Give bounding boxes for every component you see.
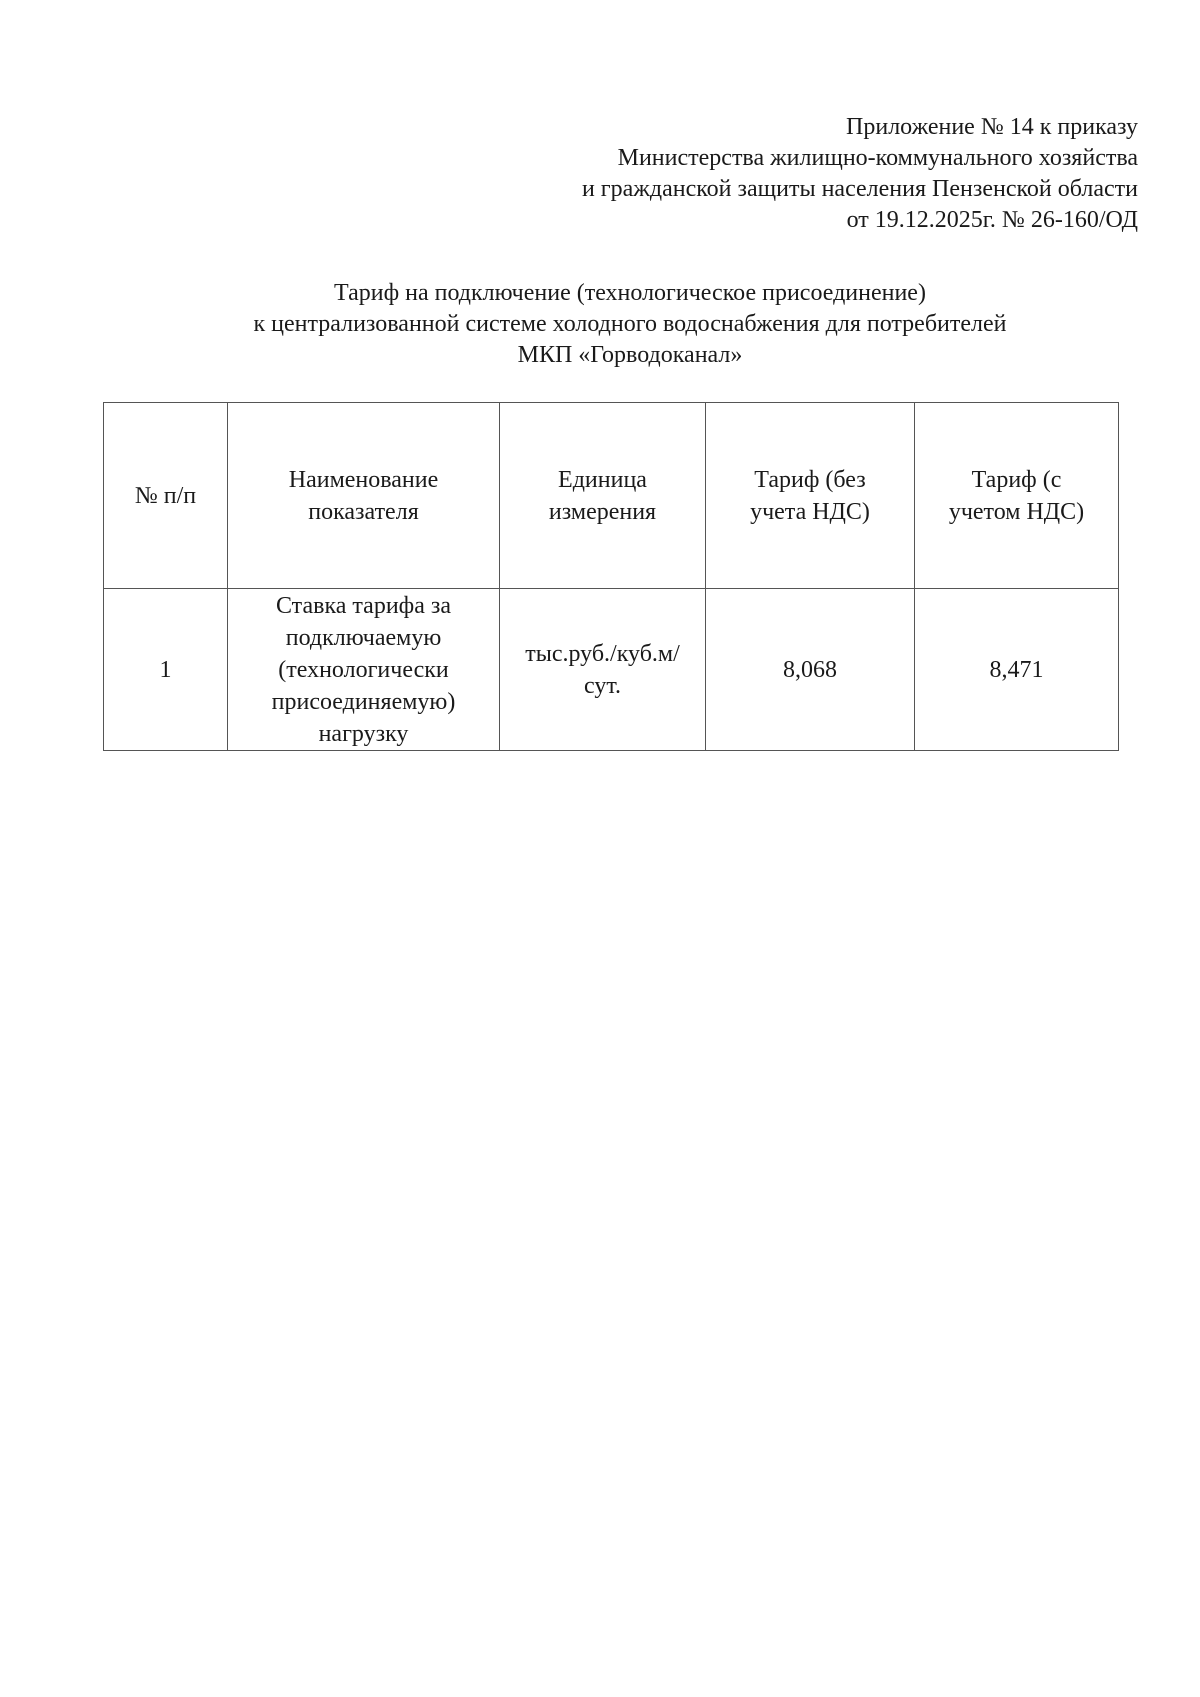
title-line-2: к централизованной системе холодного водоснабжения для потребителей: [253, 311, 1007, 337]
header-line-4: от 19.12.2025г. № 26-160/ОД: [846, 207, 1138, 233]
column-header-indicator-name: [228, 403, 500, 589]
document-title: [90, 278, 1170, 371]
order-appendix-header: [378, 112, 1138, 236]
cell-indicator-name-text: Ставка тарифа за подключаемую (технологически присоединяемую) нагрузку: [271, 592, 456, 747]
cell-unit: [500, 589, 706, 751]
cell-unit-text: тыс.руб./куб.м/сут.: [525, 640, 680, 699]
column-header-tariff-with-vat-label: Тариф (с учетом НДС): [948, 466, 1085, 525]
column-header-tariff-without-vat: [706, 403, 915, 589]
column-header-tariff-with-vat: [915, 403, 1119, 589]
table-row: [104, 589, 1119, 751]
cell-row-number: 1: [104, 589, 228, 751]
column-header-number-label: № п/п: [134, 482, 197, 509]
tariff-table: [103, 402, 1119, 751]
column-header-indicator-name-label: Наименование показателя: [288, 466, 439, 525]
column-header-number: [104, 403, 228, 589]
cell-tariff-without-vat: 8,068: [706, 589, 915, 751]
header-line-1: Приложение № 14 к приказу: [846, 114, 1138, 140]
header-line-3: и гражданской защиты населения Пензенской области: [581, 176, 1138, 202]
title-line-3: МКП «Горводоканал»: [517, 342, 743, 368]
column-header-tariff-without-vat-label: Тариф (без учета НДС): [750, 466, 870, 525]
cell-tariff-with-vat: 8,471: [915, 589, 1119, 751]
cell-indicator-name: [228, 589, 500, 751]
column-header-unit: [500, 403, 706, 589]
header-line-2: Министерства жилищно-коммунального хозяйства: [617, 145, 1138, 171]
title-line-1: Тариф на подключение (технологическое присоединение): [334, 280, 926, 306]
column-header-unit-label: Единица измерения: [548, 466, 657, 525]
table-header-row: [104, 403, 1119, 589]
